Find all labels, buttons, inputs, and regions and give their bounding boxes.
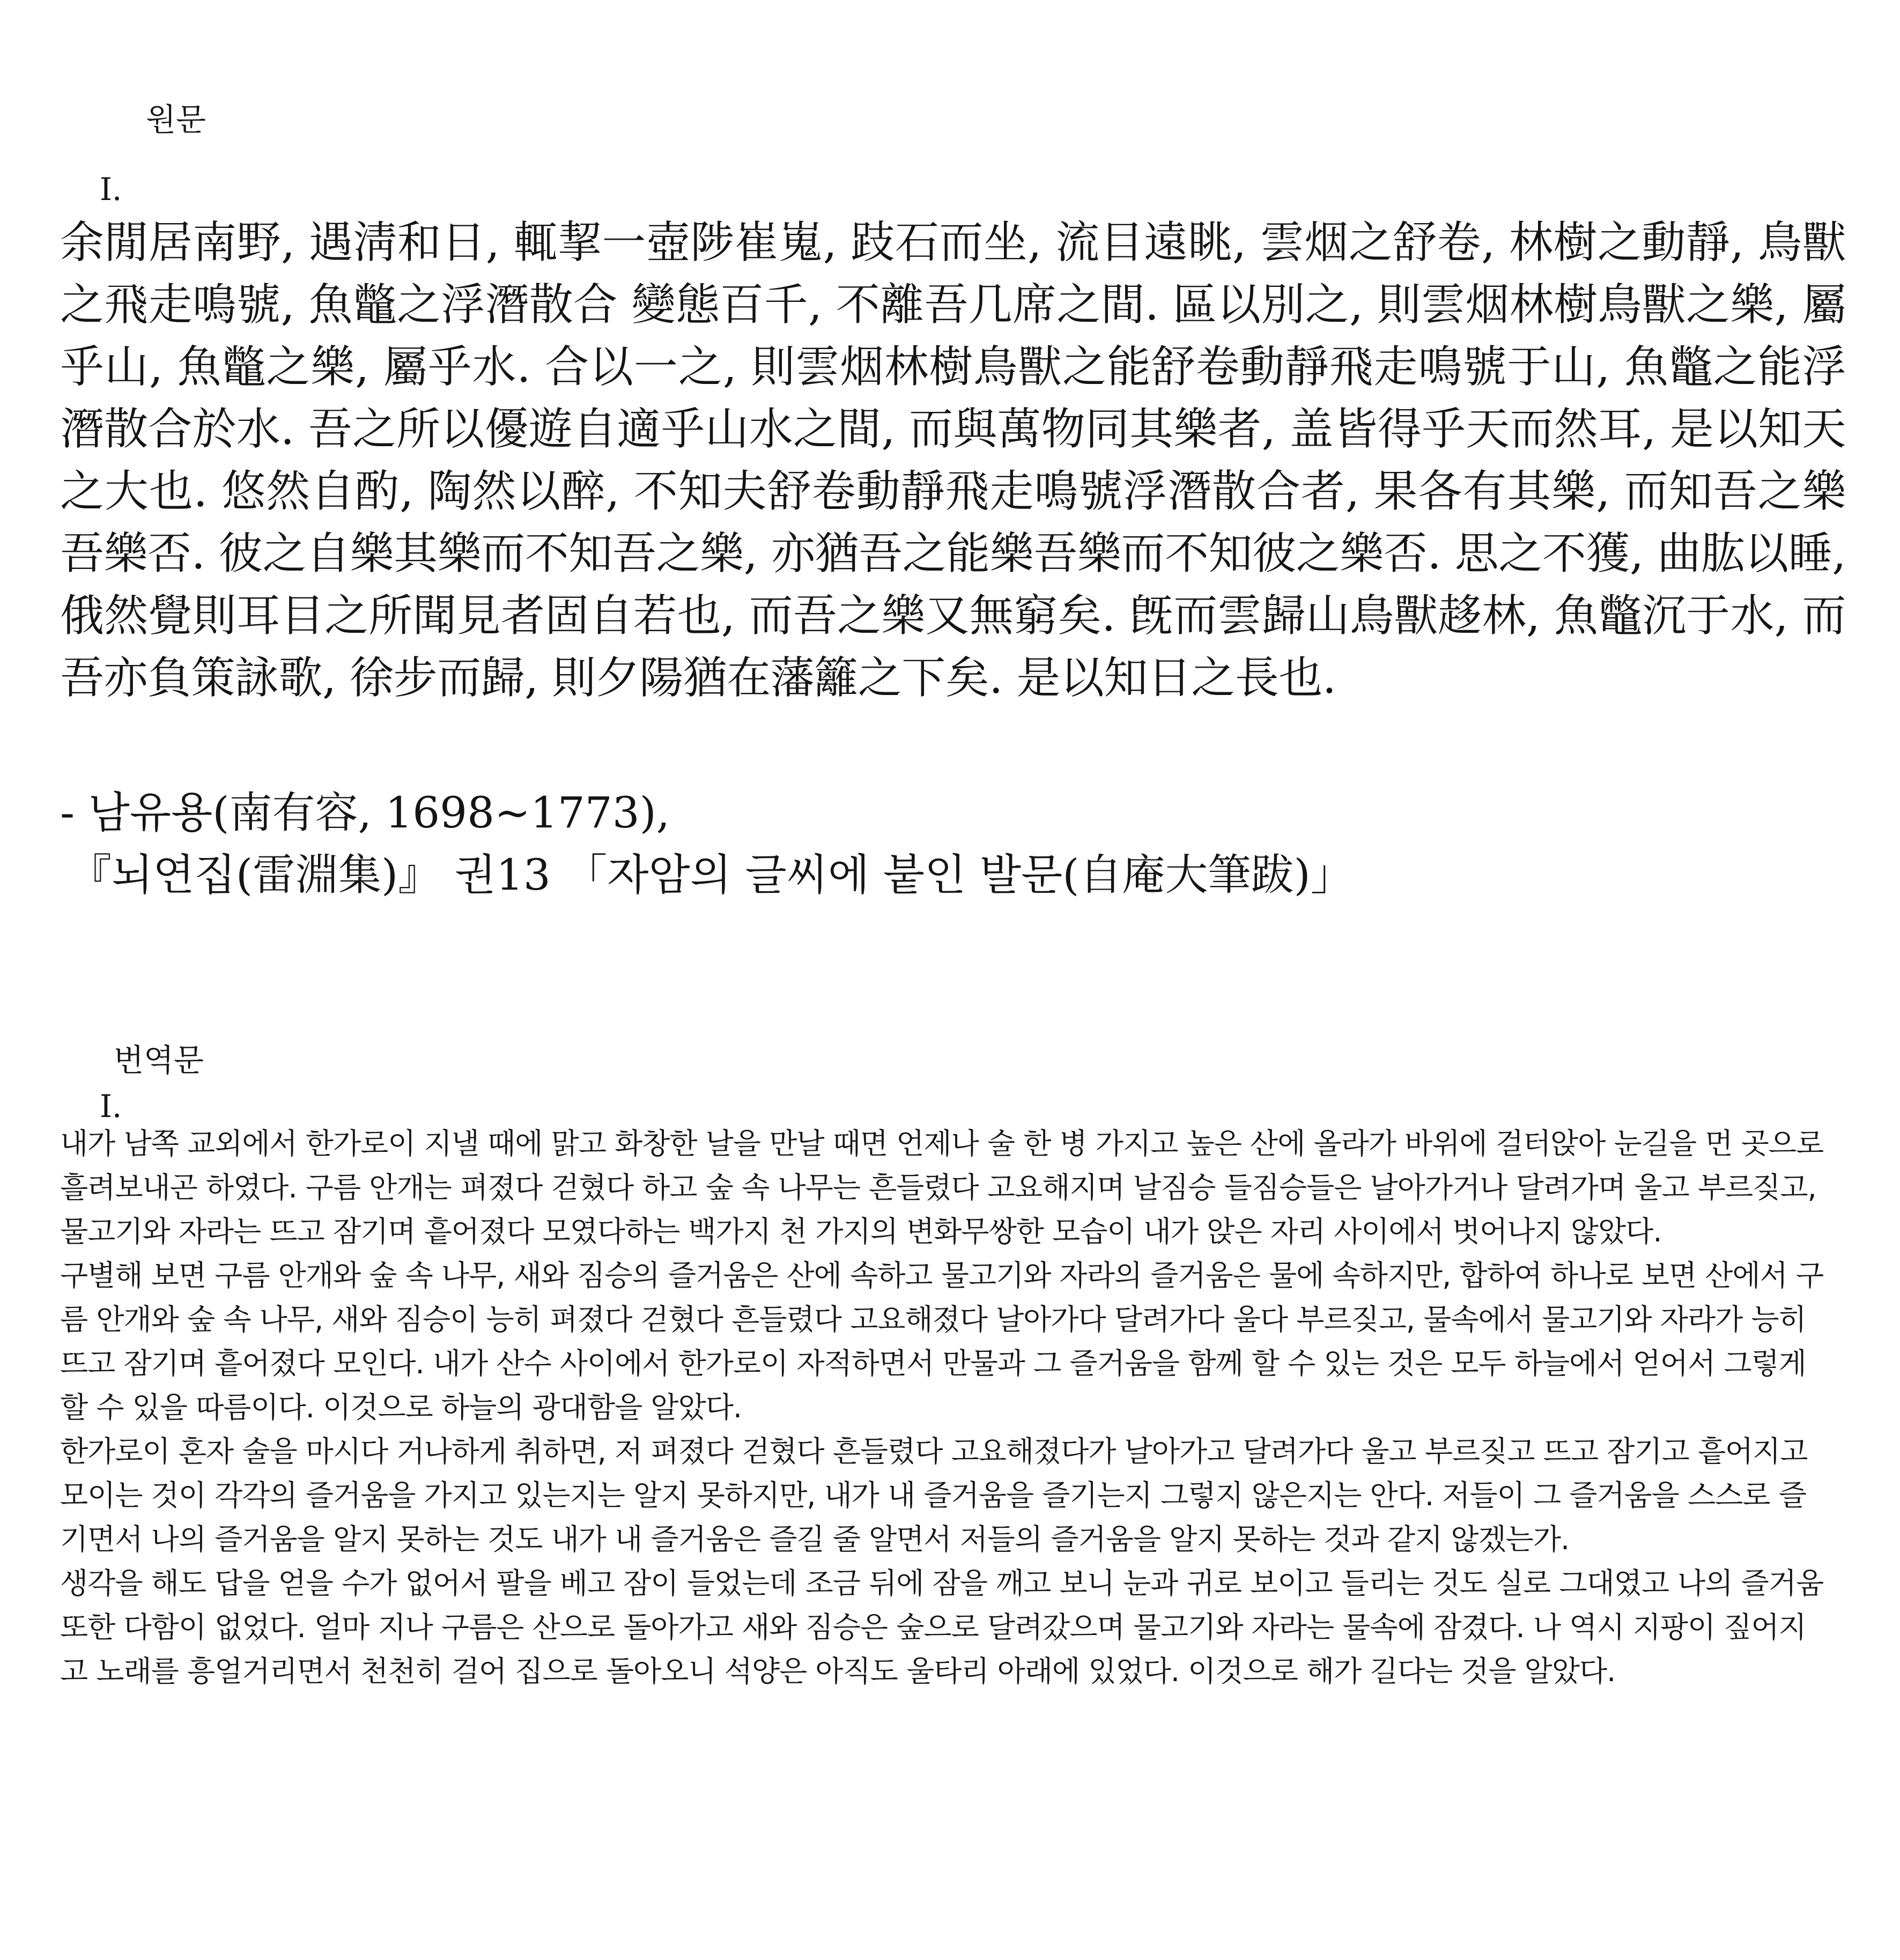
translation-section-number: Ⅰ. — [100, 1088, 122, 1125]
translation-paragraph-3: 한가로이 혼자 술을 마시다 거나하게 취하면, 저 펴졌다 걷혔다 흔들렸다 고요해졌다가 날아가고 달려가다 울고 부르짖고 뜨고 잠기고 흩어지고 모이는 것이 각각의 즐거움을 가지고 있는지는 알지 못하지만, 내가 내 즐거움을 즐기는지 그렇지 않은지는 안다. 저들이 그 즐거움을 스스로 즐기면서 나의 즐거움을 알지 못하는 것도 내가 내 즐거움은 즐길 줄 알면서 저들의 즐거움을 알지 못하는 것과 같지 않겠는가. — [60, 1434, 1808, 1556]
translation-heading: 번역문 — [114, 1042, 204, 1078]
translation-paragraph-1: 내가 남쪽 교외에서 한가로이 지낼 때에 맑고 화창한 날을 만날 때면 언제나 술 한 병 가지고 높은 산에 올라가 바위에 걸터앉아 눈길을 먼 곳으로 흘려보내곤 하였다. 구름 안개는 펴졌다 걷혔다 하고 숲 속 나무는 흔들렸다 고요해지며 날짐승 들짐승들은 날아가거나 달려가며 울고 부르짖고, 물고기와 자라는 뜨고 잠기며 흩어졌다 모였다하는 백가지 천 가지의 변화무쌍한 모습이 내가 앉은 자리 사이에서 벗어나지 않았다. — [60, 1127, 1824, 1248]
original-heading: 원문 — [146, 101, 206, 138]
translation-paragraph-4: 생각을 해도 답을 얻을 수가 없어서 팔을 베고 잠이 들었는데 조금 뒤에 잠을 깨고 보니 눈과 귀로 보이고 들리는 것도 실로 그대였고 나의 즐거움 또한 다함이 없었다. 얼마 지나 구름은 산으로 돌아가고 새와 짐승은 숲으로 달려갔으며 물고기와 자라는 물속에 잠겼다. 나 역시 지팡이 짚어지고 노래를 흥얼거리면서 천천히 걸어 집으로 돌아오니 석양은 아직도 울타리 아래에 있었다. 이것으로 해가 길다는 것을 알았다. — [60, 1566, 1824, 1688]
original-classical-text: 余閒居南野, 遇淸和日, 輒挈一壺陟崔嵬, 跂石而坐, 流目遠眺, 雲烟之舒卷, 林樹之動靜, 鳥獸之飛走鳴號, 魚鼈之浮潛散合 變態百千, 不離吾几席之間. 區以別之, 則雲烟林樹鳥獸之樂, 屬乎山, 魚鼈之樂, 屬乎水. 合以一之, 則雲烟林樹鳥獸之能舒卷動靜飛走鳴號于山, 魚鼈之能浮潛散合於水. 吾之所以優遊自適乎山水之間, 而與萬物同其樂者, 盖皆得乎天而然耳, 是以知天之大也. 悠然自酌, 陶然以醉, 不知夫舒卷動靜飛走鳴號浮潛散合者, 果各有其樂, 而知吾之樂吾樂否. 彼之自樂其樂而不知吾之樂, 亦猶吾之能樂吾樂而不知彼之樂否. 思之不獲, 曲肱以睡, 俄然覺則耳目之所聞見者固自若也, 而吾之樂又無窮矣. 旣而雲歸山鳥獸趍林, 魚鼈沉于水, 而吾亦負策詠歌, 徐步而歸, 則夕陽猶在藩籬之下矣. 是以知日之長也. — [60, 217, 1846, 704]
translation-paragraph-2: 구별해 보면 구름 안개와 숲 속 나무, 새와 짐승의 즐거움은 산에 속하고 물고기와 자라의 즐거움은 물에 속하지만, 합하여 하나로 보면 산에서 구름 안개와 숲 속 나무, 새와 짐승이 능히 펴졌다 걷혔다 흔들렸다 고요해졌다 날아가다 달려가다 울다 부르짖고, 물속에서 물고기와 자라가 능히 뜨고 잠기며 흩어졌다 모인다. 내가 산수 사이에서 한가로이 자적하면서 만물과 그 즐거움을 함께 할 수 있는 것은 모두 하늘에서 얻어서 그렇게 할 수 있을 따름이다. 이것으로 하늘의 광대함을 알았다. — [60, 1259, 1824, 1424]
translation-text — [60, 1122, 1830, 1693]
source-citation: 『뇌연집(雷淵集)』 권13 「자암의 글씨에 붙인 발문(自庵大筆跋)」 — [69, 850, 1354, 900]
author-line: - 남유용(南有容, 1698~1773), — [60, 788, 670, 838]
original-section-number: Ⅰ. — [100, 171, 122, 208]
